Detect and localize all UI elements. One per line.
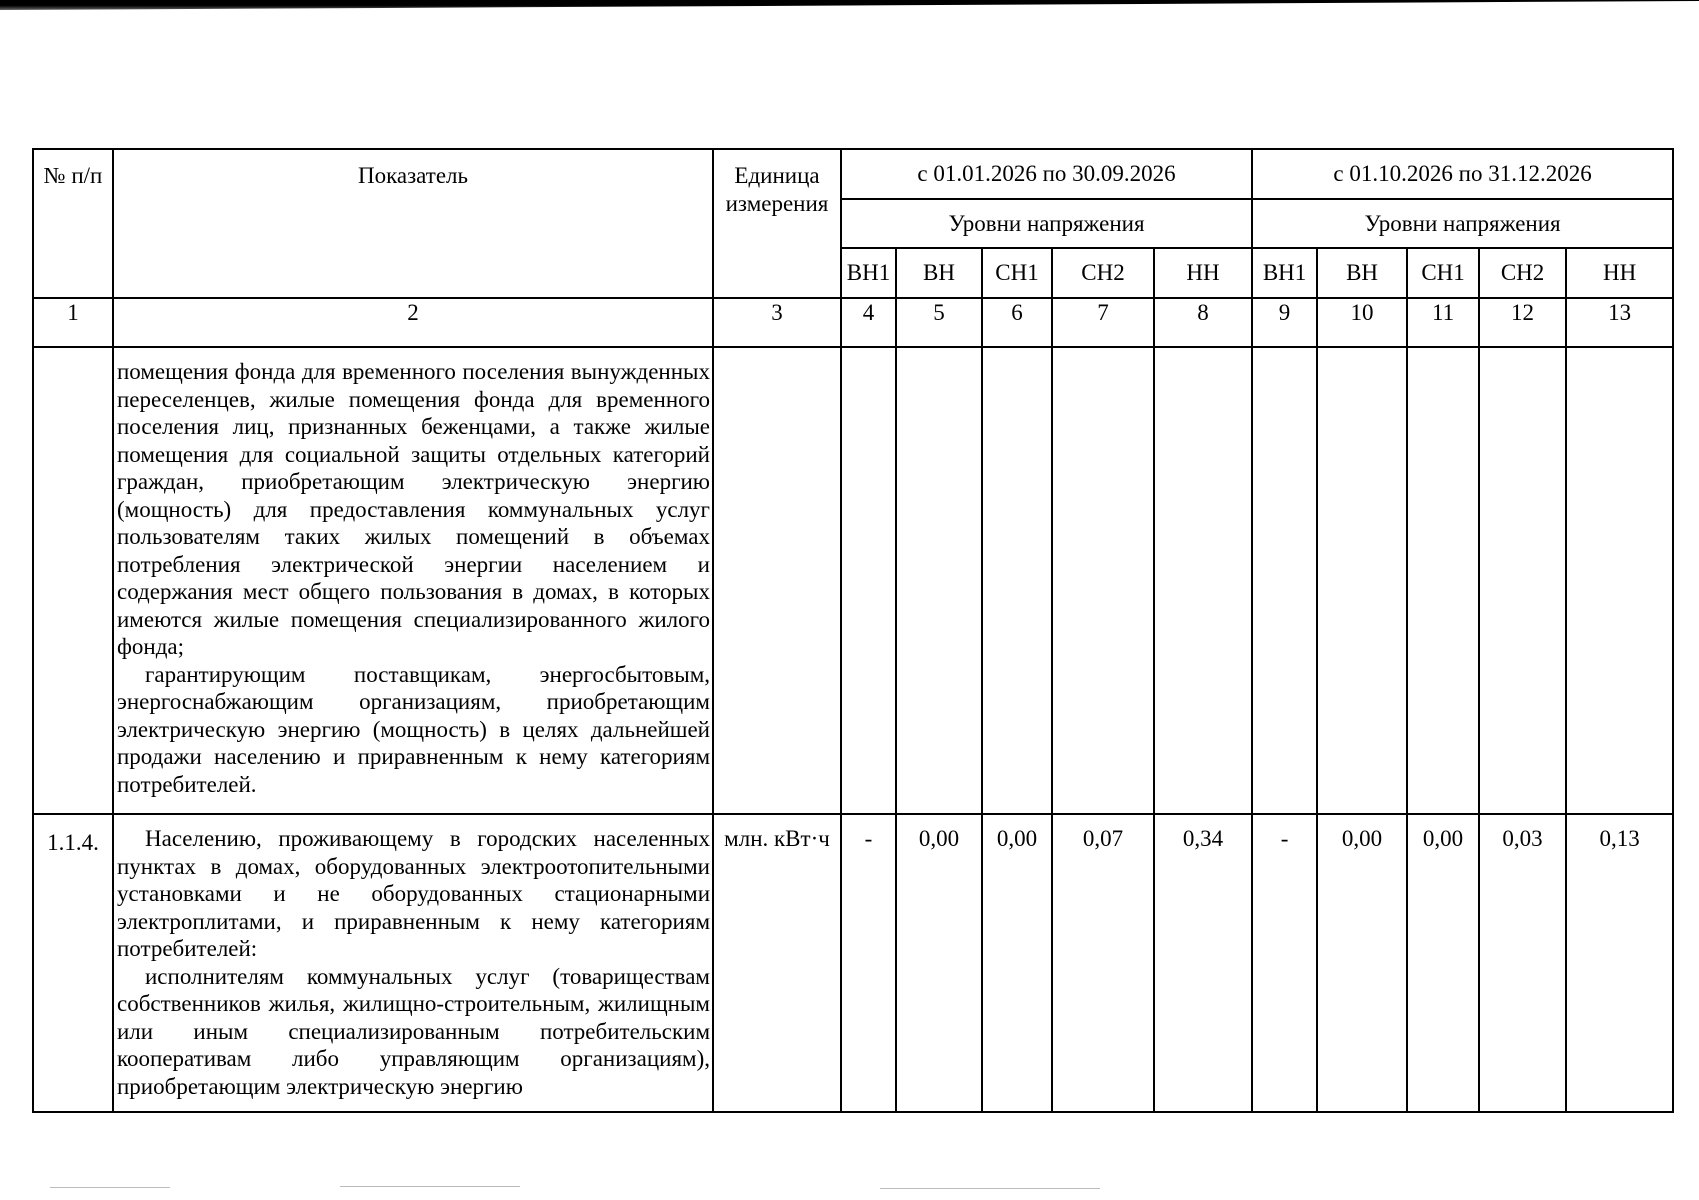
scan-edge — [0, 0, 1699, 10]
row-unit: млн. кВт·ч — [713, 814, 841, 1112]
value-cell — [1052, 347, 1154, 814]
row-unit — [713, 347, 841, 814]
row-number — [33, 347, 113, 814]
level-vn: ВН — [896, 248, 982, 298]
value-cell: - — [841, 814, 896, 1112]
indicator-table — [32, 148, 1674, 1113]
level-sn2: СН2 — [1479, 248, 1566, 298]
header-voltage-levels-1: Уровни напряжения — [841, 199, 1252, 248]
level-sn2: СН2 — [1052, 248, 1154, 298]
header-num: № п/п — [33, 149, 113, 298]
value-cell: 0,13 — [1566, 814, 1673, 1112]
header-row-1 — [33, 149, 1673, 199]
value-cell — [1407, 347, 1479, 814]
paragraph: исполнителям коммунальных услуг (товариществам собственников жилья, жилищно-строительным, жилищным или иным специализированным потребительским кооперативам либо управляющим организациям), приобретающим электрическую энергию — [117, 963, 710, 1099]
column-number: 4 — [841, 298, 896, 347]
value-cell: 0,03 — [1479, 814, 1566, 1112]
column-number: 2 — [113, 298, 713, 347]
value-cell: - — [1252, 814, 1317, 1112]
column-number: 10 — [1317, 298, 1407, 347]
row-indicator-text — [113, 347, 713, 814]
value-cell — [982, 347, 1052, 814]
value-cell — [896, 347, 982, 814]
value-cell: 0,00 — [1317, 814, 1407, 1112]
column-number-row — [33, 298, 1673, 347]
level-sn1: СН1 — [982, 248, 1052, 298]
header-period-2: с 01.10.2026 по 31.12.2026 — [1252, 149, 1673, 199]
level-nn: НН — [1566, 248, 1673, 298]
paragraph: помещения фонда для временного поселения вынужденных переселенцев, жилые помещения фонда для временного поселения лиц, признанных беженцами, а также жилые помещения для социальной защиты отдельных категорий граждан, приобретающим электрическую энергию (мощность) для предоставления коммунальных услуг пользователям таких жилых помещений в объемах потребления электрической энергии населением и содержания мест общего пользования в домах, в которых имеются жилые помещения специализированного жилого фонда; — [117, 359, 710, 659]
row-indicator-text — [113, 814, 713, 1112]
column-number: 12 — [1479, 298, 1566, 347]
column-number: 1 — [33, 298, 113, 347]
column-number: 11 — [1407, 298, 1479, 347]
paragraph: гарантирующим поставщикам, энергосбытовым, энергоснабжающим организациям, приобретающим электрическую энергию (мощность) в целях дальнейшей продажи населению и приравненным к нему категориям потребителей. — [117, 661, 710, 797]
value-cell — [841, 347, 896, 814]
value-cell — [1566, 347, 1673, 814]
level-vn1: ВН1 — [841, 248, 896, 298]
value-cell — [1317, 347, 1407, 814]
value-cell — [1154, 347, 1252, 814]
value-cell — [1479, 347, 1566, 814]
value-cell: 0,00 — [982, 814, 1052, 1112]
column-number: 6 — [982, 298, 1052, 347]
column-number: 5 — [896, 298, 982, 347]
column-number: 13 — [1566, 298, 1673, 347]
value-cell — [1252, 347, 1317, 814]
value-cell: 0,00 — [1407, 814, 1479, 1112]
header-unit: Единица измерения — [713, 149, 841, 298]
level-sn1: СН1 — [1407, 248, 1479, 298]
level-vn: ВН — [1317, 248, 1407, 298]
level-nn: НН — [1154, 248, 1252, 298]
table-row — [33, 814, 1673, 1112]
column-number: 9 — [1252, 298, 1317, 347]
scan-noise — [40, 1186, 1640, 1190]
column-number: 7 — [1052, 298, 1154, 347]
value-cell: 0,34 — [1154, 814, 1252, 1112]
column-number: 8 — [1154, 298, 1252, 347]
row-number: 1.1.4. — [33, 814, 113, 1112]
header-period-1: с 01.01.2026 по 30.09.2026 — [841, 149, 1252, 199]
value-cell: 0,07 — [1052, 814, 1154, 1112]
level-vn1: ВН1 — [1252, 248, 1317, 298]
paragraph: Населению, проживающему в городских населенных пунктах в домах, оборудованных электроотопительными установками и не оборудованных стационарными электроплитами, и приравненным к нему категориям потребителей: — [117, 826, 710, 961]
header-indicator: Показатель — [113, 149, 713, 298]
value-cell: 0,00 — [896, 814, 982, 1112]
table-row — [33, 347, 1673, 814]
header-voltage-levels-2: Уровни напряжения — [1252, 199, 1673, 248]
column-number: 3 — [713, 298, 841, 347]
